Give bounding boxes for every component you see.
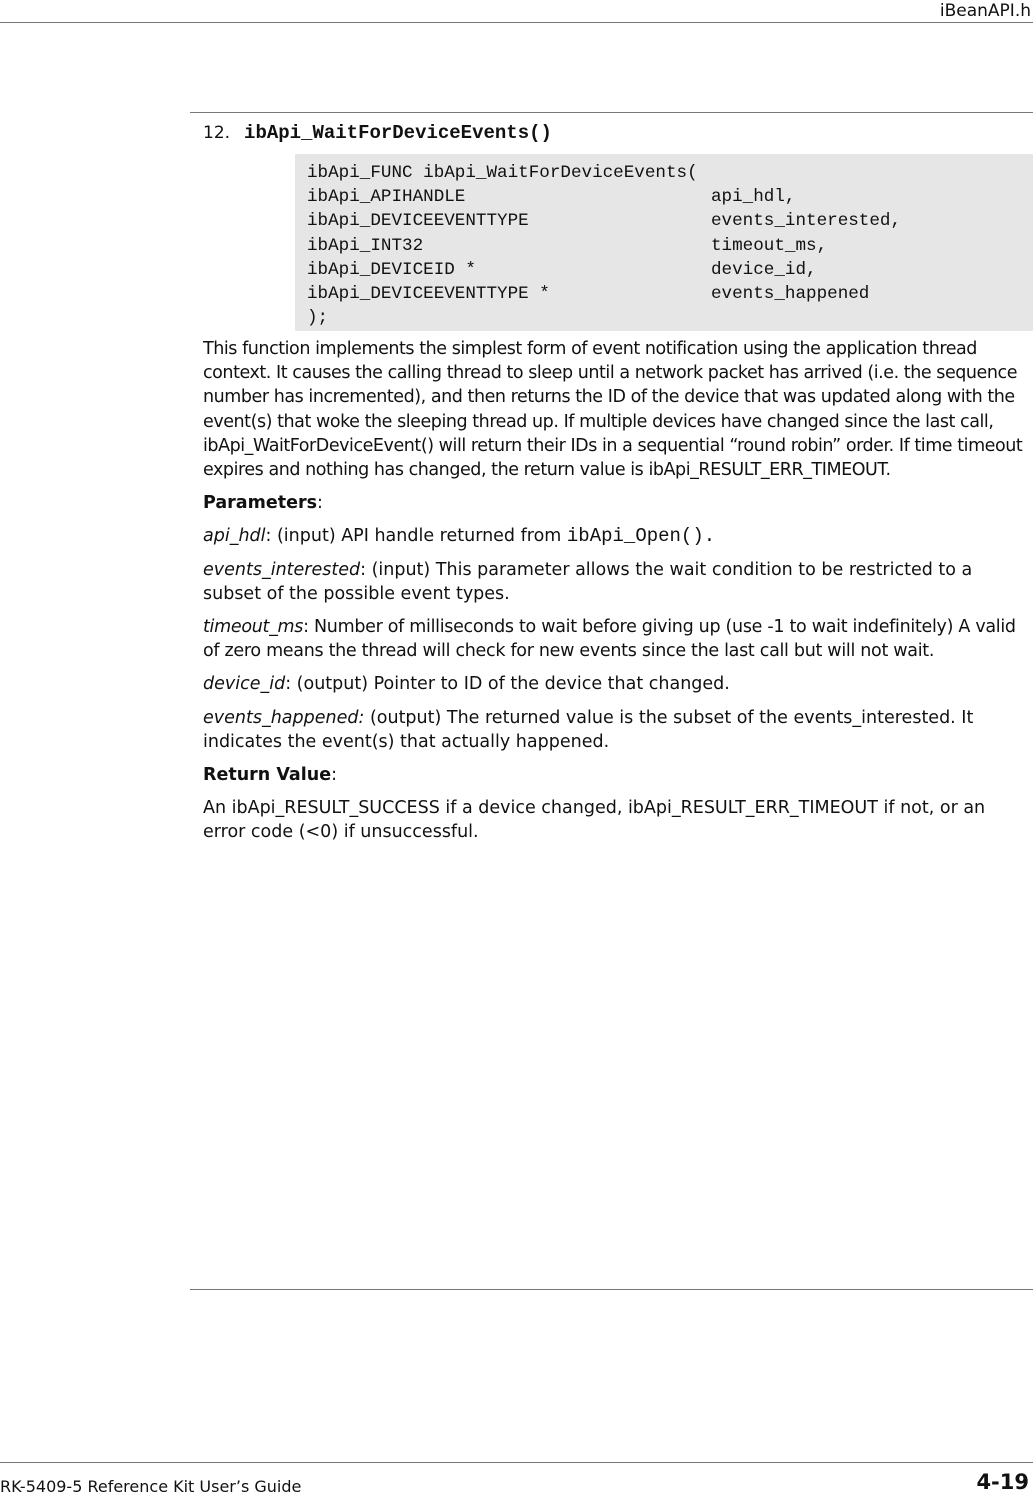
parameter-name: events_interested (203, 559, 361, 580)
param-name: api_hdl, (711, 187, 796, 208)
code-signature-line: ibApi_FUNC ibApi_WaitForDeviceEvents( (307, 163, 698, 183)
code-param-line (307, 185, 1033, 209)
parameter-name: api_hdl (203, 526, 266, 547)
param-type: ibApi_DEVICEID * (307, 259, 476, 280)
parameter-entry (203, 672, 1028, 696)
function-documentation (203, 337, 1028, 854)
parameter-text: : (input) This parameter allows the wait condition to be restricted to a subset of the possible event types. (203, 559, 973, 604)
section-heading (203, 122, 552, 144)
parameters-heading: Parameters: (203, 493, 323, 514)
param-name: events_interested, (711, 211, 902, 232)
footer-rule (0, 1462, 1033, 1463)
header-title: iBeanAPI.h (939, 1, 1031, 21)
code-param-line (307, 282, 1033, 306)
section-number: 12. (203, 123, 231, 143)
param-type: ibApi_APIHANDLE (307, 187, 466, 208)
code-param-line (307, 209, 1033, 233)
code-param-line (307, 258, 1033, 282)
parameter-text: (output) The returned value is the subset of the events_interested. It indicates the event(s) that actually happened. (203, 707, 974, 752)
param-type: ibApi_DEVICEEVENTTYPE * (307, 283, 550, 304)
parameter-text: : (input) API handle returned from (265, 526, 567, 547)
section-bottom-rule (190, 1289, 1033, 1290)
function-description: This function implements the simplest form of event notification using the application thread context. It causes the calling thread to sleep until a network packet has arrived (i.e. the sequence number has incremented), and then returns the ID of the device that was updated along with the event(s) that woke the sleeping thread up. If multiple devices have changed since the last call, ibApi_WaitForDeviceEvent() will return their IDs in a sequential “round robin” order. If time timeout expires and nothing has changed, the return value is ibApi_RESULT_ERR_TIMEOUT. (203, 339, 1023, 481)
parameter-entry (203, 524, 1028, 548)
code-param-line (307, 234, 1033, 258)
code-closing-line: ); (307, 308, 329, 329)
return-value-label: Return Value (203, 765, 332, 786)
return-value-heading: Return Value: (203, 765, 337, 786)
param-name: events_happened (711, 283, 870, 304)
function-name: ibApi_WaitForDeviceEvents() (244, 122, 552, 144)
parameter-name: device_id (203, 674, 286, 695)
param-type: ibApi_INT32 (307, 235, 424, 256)
footer-guide-title: RK-5409-5 Reference Kit User’s Guide (0, 1477, 302, 1496)
param-name: timeout_ms, (711, 235, 828, 256)
param-type: ibApi_DEVICEEVENTTYPE (307, 211, 529, 232)
param-name: device_id, (711, 259, 817, 280)
code-block (295, 154, 1033, 331)
parameter-code: ibApi_Open(). (566, 525, 716, 548)
parameter-entry (203, 558, 1028, 606)
page-number: 4-19 (976, 1470, 1029, 1494)
parameter-text: : (output) Pointer to ID of the device that changed. (285, 674, 730, 695)
return-value-text: An ibApi_RESULT_SUCCESS if a device changed, ibApi_RESULT_ERR_TIMEOUT if not, or an error code (<0) if unsuccessful. (203, 798, 986, 843)
parameter-entry (203, 706, 1028, 754)
parameters-label: Parameters (203, 493, 317, 514)
parameter-name: events_happened: (203, 707, 365, 728)
header-rule (0, 22, 1033, 23)
parameter-entry (203, 615, 1028, 663)
section-top-rule (190, 112, 1033, 113)
parameter-name: timeout_ms (203, 617, 304, 638)
parameter-text: : Number of milliseconds to wait before giving up (use -1 to wait indefinitely) A valid of zero means the thread will check for new events since the last call but will not wait. (203, 617, 1016, 662)
